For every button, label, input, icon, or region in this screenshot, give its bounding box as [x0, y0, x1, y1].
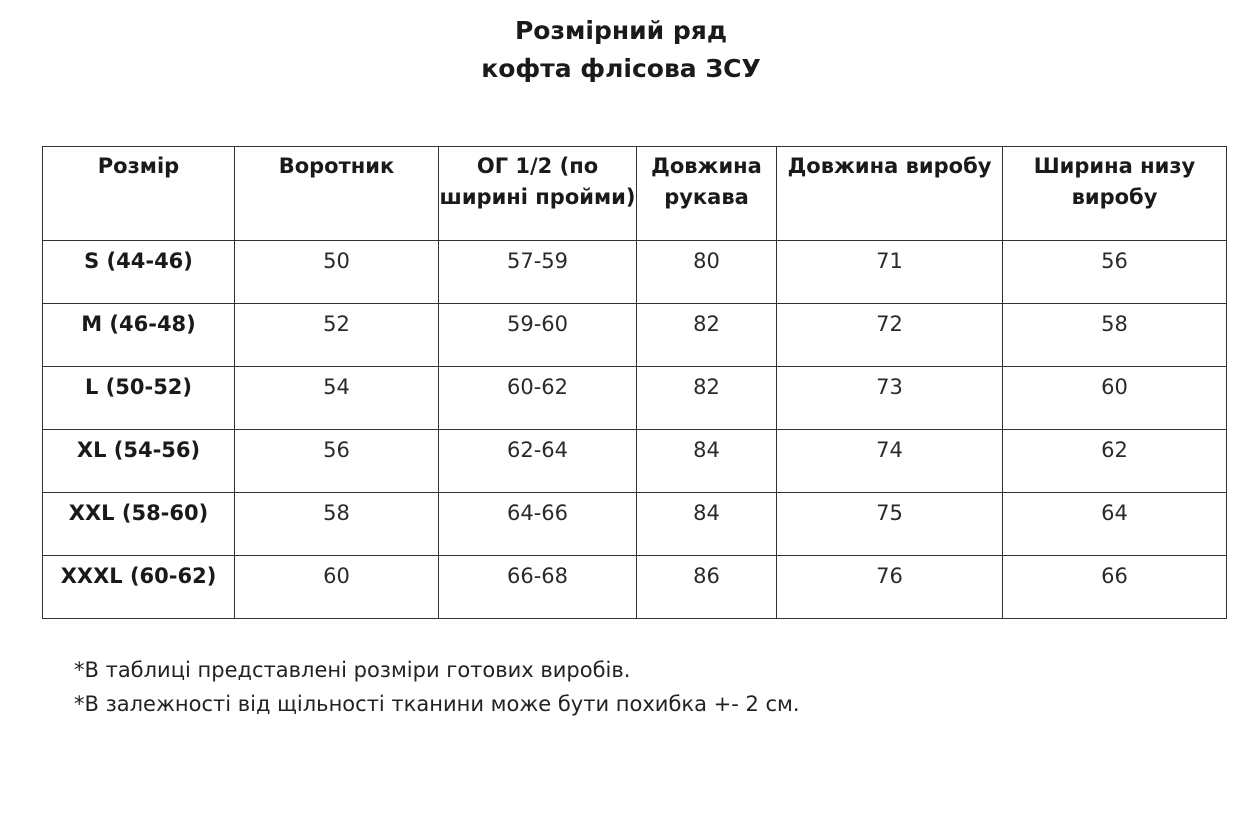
- sleeve-cell: 84: [637, 430, 777, 493]
- hem-cell: 66: [1003, 556, 1227, 619]
- hem-cell: 60: [1003, 367, 1227, 430]
- hem-cell: 58: [1003, 304, 1227, 367]
- collar-cell: 50: [235, 241, 439, 304]
- footnote: *В залежності від щільності тканини може бути похибка +- 2 см.: [74, 692, 800, 716]
- length-cell: 72: [777, 304, 1003, 367]
- table-header-row: [43, 147, 1227, 241]
- size-table: [42, 146, 1227, 619]
- collar-cell: 60: [235, 556, 439, 619]
- table-row: [43, 241, 1227, 304]
- length-cell: 75: [777, 493, 1003, 556]
- hem-cell: 56: [1003, 241, 1227, 304]
- collar-cell: 54: [235, 367, 439, 430]
- table-row: [43, 493, 1227, 556]
- chest-cell: 57-59: [439, 241, 637, 304]
- table-row: [43, 430, 1227, 493]
- hem-cell: 64: [1003, 493, 1227, 556]
- table-row: [43, 304, 1227, 367]
- sleeve-cell: 82: [637, 367, 777, 430]
- footnote: *В таблиці представлені розміри готових виробів.: [74, 658, 631, 682]
- sleeve-cell: 82: [637, 304, 777, 367]
- chest-cell: 62-64: [439, 430, 637, 493]
- column-header-collar: Воротник: [235, 147, 439, 241]
- table-row: [43, 556, 1227, 619]
- size-cell: XXXL (60-62): [43, 556, 235, 619]
- column-header-chest-half: ОГ 1/2 (по ширині пройми): [439, 147, 637, 241]
- chart-subtitle: кофта флісова ЗСУ: [481, 54, 761, 83]
- sleeve-cell: 84: [637, 493, 777, 556]
- size-cell: XL (54-56): [43, 430, 235, 493]
- length-cell: 74: [777, 430, 1003, 493]
- size-cell: S (44-46): [43, 241, 235, 304]
- size-cell: M (46-48): [43, 304, 235, 367]
- table-row: [43, 367, 1227, 430]
- sleeve-cell: 80: [637, 241, 777, 304]
- collar-cell: 52: [235, 304, 439, 367]
- length-cell: 73: [777, 367, 1003, 430]
- size-cell: L (50-52): [43, 367, 235, 430]
- chest-cell: 64-66: [439, 493, 637, 556]
- column-header-size: Розмір: [43, 147, 235, 241]
- chest-cell: 60-62: [439, 367, 637, 430]
- column-header-sleeve-length: Довжина рукава: [637, 147, 777, 241]
- chart-title: Розмірний ряд: [514, 16, 728, 45]
- chest-cell: 66-68: [439, 556, 637, 619]
- chest-cell: 59-60: [439, 304, 637, 367]
- hem-cell: 62: [1003, 430, 1227, 493]
- collar-cell: 56: [235, 430, 439, 493]
- size-cell: XXL (58-60): [43, 493, 235, 556]
- sleeve-cell: 86: [637, 556, 777, 619]
- column-header-garment-length: Довжина виробу: [777, 147, 1003, 241]
- column-header-hem-width: Ширина низу виробу: [1003, 147, 1227, 241]
- collar-cell: 58: [235, 493, 439, 556]
- footnotes: [74, 653, 800, 721]
- length-cell: 76: [777, 556, 1003, 619]
- length-cell: 71: [777, 241, 1003, 304]
